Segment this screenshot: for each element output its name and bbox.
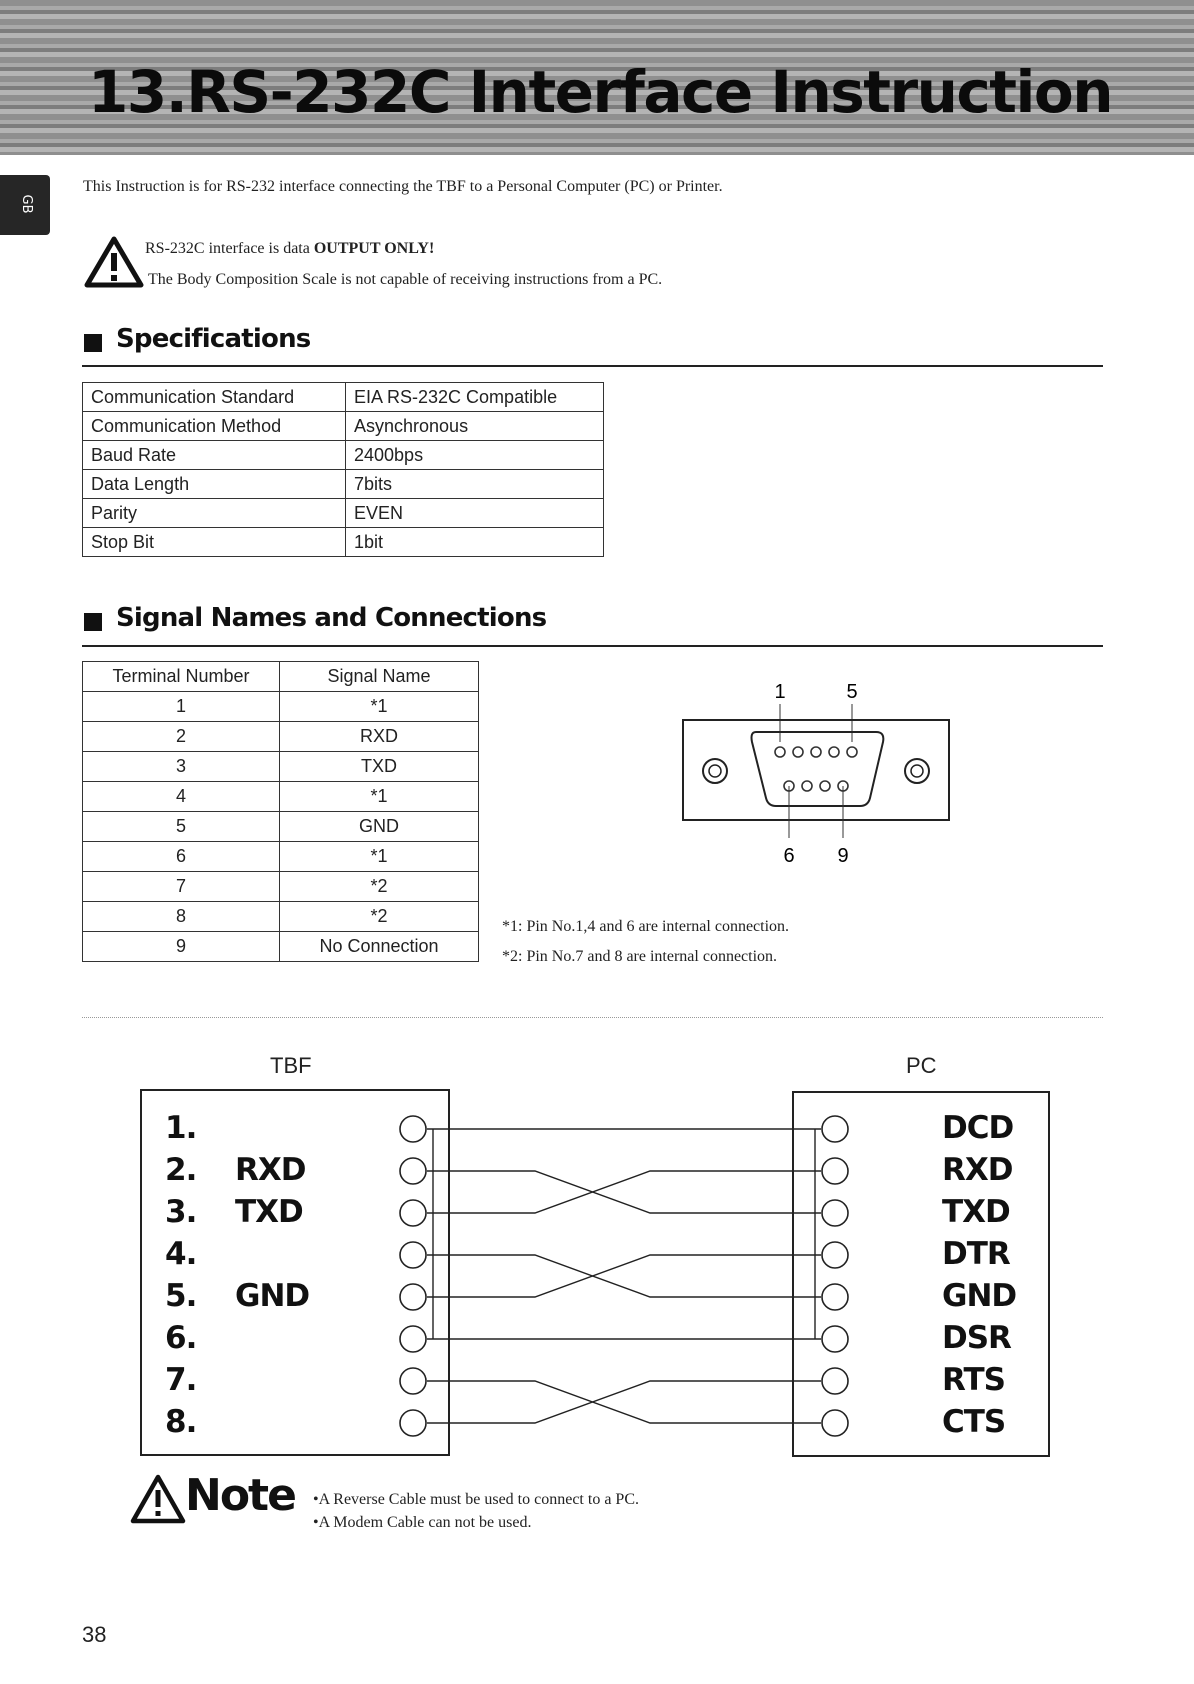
tbf-label: TBF xyxy=(270,1053,312,1078)
spec-row xyxy=(83,470,604,499)
signal-row xyxy=(83,692,479,722)
signal-row xyxy=(83,752,479,782)
spec-row xyxy=(83,383,604,412)
pc-terminal-circle xyxy=(822,1116,848,1142)
signal-name: *2 xyxy=(280,902,479,932)
connector-shell xyxy=(752,732,884,806)
tbf-terminal-circle xyxy=(400,1284,426,1310)
pc-terminal-circle xyxy=(822,1242,848,1268)
warning-line-1: RS-232C interface is data OUTPUT ONLY! xyxy=(145,240,435,257)
tbf-pin-number: 8. xyxy=(165,1404,197,1440)
signals-heading: Signal Names and Connections xyxy=(116,603,547,633)
spec-value: 2400bps xyxy=(346,441,604,470)
spec-label: Parity xyxy=(83,499,346,528)
pc-terminal-circle xyxy=(822,1326,848,1352)
tbf-terminal-circle xyxy=(400,1410,426,1436)
section-rule xyxy=(82,645,1103,647)
specifications-heading: Specifications xyxy=(116,324,311,354)
page-number: 38 xyxy=(82,1622,107,1647)
warning-line-2: The Body Composition Scale is not capable of receiving instructions from a PC. xyxy=(148,271,663,288)
language-tab-label: GB xyxy=(19,194,35,214)
tbf-pin-number: 6. xyxy=(165,1320,197,1356)
connector-label-1: 1 xyxy=(774,681,786,703)
signal-name: *1 xyxy=(280,782,479,812)
pc-terminal-circle xyxy=(822,1410,848,1436)
signal-name: RXD xyxy=(280,722,479,752)
terminal-number: 3 xyxy=(83,752,280,782)
terminal-number: 4 xyxy=(83,782,280,812)
specifications-table xyxy=(82,382,604,557)
signal-row xyxy=(83,902,479,932)
tbf-pin-name: GND xyxy=(235,1278,310,1314)
spec-label: Data Length xyxy=(83,470,346,499)
footnote-2: *2: Pin No.7 and 8 are internal connection. xyxy=(502,948,778,965)
pc-pin-name: DSR xyxy=(942,1320,1011,1356)
terminal-number: 9 xyxy=(83,932,280,962)
signal-row xyxy=(83,932,479,962)
pc-terminal-circle xyxy=(822,1200,848,1226)
spec-label: Communication Method xyxy=(83,412,346,441)
note-heading: Note xyxy=(185,1470,295,1521)
pc-pin-name: TXD xyxy=(942,1194,1010,1230)
column-header: Terminal Number xyxy=(83,662,280,692)
terminal-number: 1 xyxy=(83,692,280,722)
tbf-terminal-circle xyxy=(400,1326,426,1352)
pc-terminal-circle xyxy=(822,1158,848,1184)
pc-pin-name: DTR xyxy=(942,1236,1010,1272)
tbf-pin-number: 7. xyxy=(165,1362,197,1398)
tbf-terminal-circle xyxy=(400,1200,426,1226)
warning-icon xyxy=(84,236,144,288)
section-bullet xyxy=(84,334,102,352)
wire-gnd xyxy=(427,1255,821,1297)
tbf-pin-name: TXD xyxy=(235,1194,303,1230)
signal-row xyxy=(83,812,479,842)
tbf-pin-number: 5. xyxy=(165,1278,197,1314)
section-rule xyxy=(82,365,1103,367)
pc-terminal-circle xyxy=(822,1284,848,1310)
tbf-terminal-circle xyxy=(400,1116,426,1142)
wire-rxd-txd xyxy=(427,1171,821,1213)
terminal-number: 5 xyxy=(83,812,280,842)
warning-emphasis: OUTPUT ONLY! xyxy=(313,240,435,257)
page-title: 13.RS-232C Interface Instruction xyxy=(88,58,1113,126)
signal-row xyxy=(83,872,479,902)
tbf-pin-number: 3. xyxy=(165,1194,197,1230)
tbf-terminal-circle xyxy=(400,1158,426,1184)
spec-value: Asynchronous xyxy=(346,412,604,441)
tbf-pin-name: RXD xyxy=(235,1152,306,1188)
signal-row xyxy=(83,722,479,752)
spec-label: Communication Standard xyxy=(83,383,346,412)
wire-txd-rxd xyxy=(427,1171,821,1213)
spec-value: EVEN xyxy=(346,499,604,528)
pc-pin-name: RTS xyxy=(942,1362,1005,1398)
signal-row xyxy=(83,842,479,872)
connector-label-9: 9 xyxy=(837,845,849,867)
signal-name: TXD xyxy=(280,752,479,782)
pc-pin-name: GND xyxy=(942,1278,1017,1314)
wire-dtr xyxy=(427,1255,821,1297)
tbf-pin-number: 2. xyxy=(165,1152,197,1188)
wire-rts-cts xyxy=(427,1381,821,1423)
signal-name: *1 xyxy=(280,692,479,722)
pc-pin-name: RXD xyxy=(942,1152,1013,1188)
wire-cts-rts xyxy=(427,1381,821,1423)
terminal-number: 2 xyxy=(83,722,280,752)
signals-table xyxy=(82,661,479,962)
wiring-lines xyxy=(0,1085,1194,1465)
spec-row xyxy=(83,412,604,441)
terminal-number: 6 xyxy=(83,842,280,872)
signal-name: *2 xyxy=(280,872,479,902)
note-line-1: •A Reverse Cable must be used to connect to a PC. xyxy=(313,1491,639,1508)
pc-pin-name: CTS xyxy=(942,1404,1006,1440)
spec-row xyxy=(83,528,604,557)
spec-row xyxy=(83,499,604,528)
screw-icon xyxy=(905,759,929,783)
section-bullet xyxy=(84,613,102,631)
intro-text: This Instruction is for RS-232 interface connecting the TBF to a Personal Computer (PC) or Printer. xyxy=(83,178,723,195)
note-warning-icon xyxy=(130,1474,186,1524)
column-header: Signal Name xyxy=(280,662,479,692)
signal-name: GND xyxy=(280,812,479,842)
terminal-number: 7 xyxy=(83,872,280,902)
connector-label-6: 6 xyxy=(783,845,795,867)
signal-name: *1 xyxy=(280,842,479,872)
db9-connector-diagram xyxy=(680,670,960,870)
signal-row xyxy=(83,782,479,812)
signals-header-row xyxy=(83,662,479,692)
tbf-terminal-circle xyxy=(400,1242,426,1268)
tbf-terminal-circle xyxy=(400,1368,426,1394)
pc-label: PC xyxy=(906,1053,937,1078)
note-line-2: •A Modem Cable can not be used. xyxy=(313,1514,532,1531)
signal-name: No Connection xyxy=(280,932,479,962)
footnote-1: *1: Pin No.1,4 and 6 are internal connection. xyxy=(502,918,790,935)
tbf-pin-number: 4. xyxy=(165,1236,197,1272)
tbf-pin-number: 1. xyxy=(165,1110,197,1146)
pc-pin-name: DCD xyxy=(942,1110,1014,1146)
spec-value: 1bit xyxy=(346,528,604,557)
terminal-number: 8 xyxy=(83,902,280,932)
pc-terminal-circle xyxy=(822,1368,848,1394)
spec-label: Stop Bit xyxy=(83,528,346,557)
screw-icon xyxy=(703,759,727,783)
spec-label: Baud Rate xyxy=(83,441,346,470)
spec-value: EIA RS-232C Compatible xyxy=(346,383,604,412)
dotted-divider xyxy=(82,1017,1103,1018)
spec-row xyxy=(83,441,604,470)
spec-value: 7bits xyxy=(346,470,604,499)
connector-label-5: 5 xyxy=(846,681,858,703)
